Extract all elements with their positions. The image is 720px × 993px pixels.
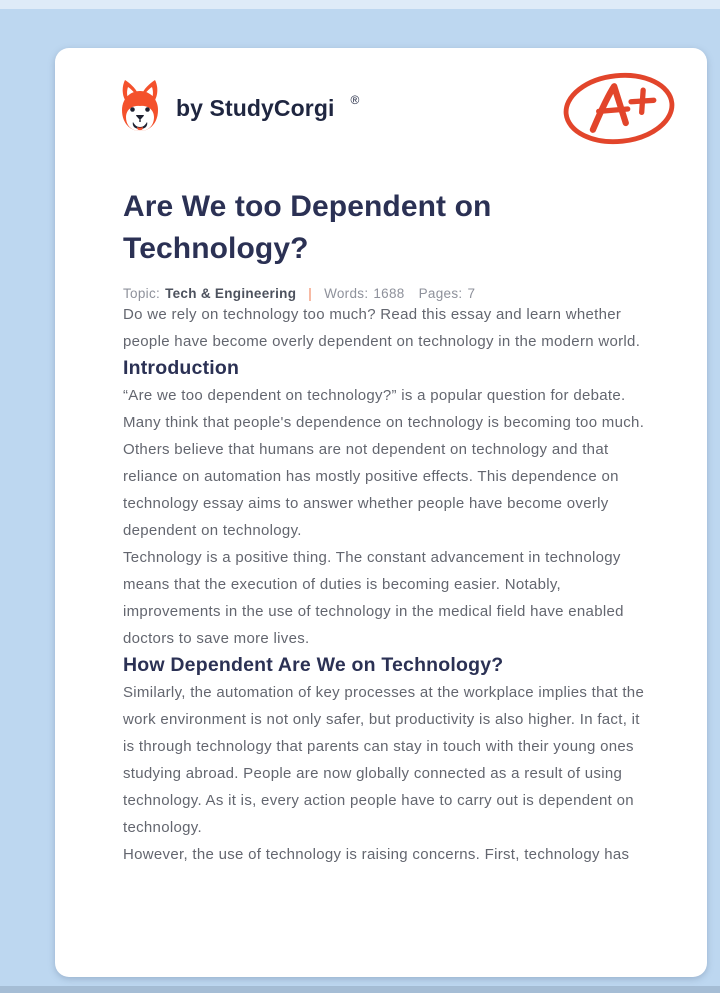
essay-page-card bbox=[55, 48, 707, 977]
pages-label: Pages: bbox=[418, 286, 463, 301]
topic-label: Topic: bbox=[123, 286, 161, 301]
studycorgi-logo[interactable] bbox=[117, 78, 359, 138]
meta-separator: | bbox=[308, 286, 313, 301]
topic-value: Tech & Engineering bbox=[165, 286, 297, 301]
paragraph: Technology is a positive thing. The constant advancement in technology means that the execution of duties is becoming easier. Notably, improvements in the use of technology in the medical field have enabled doctors to save more lives. bbox=[123, 549, 624, 647]
paragraph: “Are we too dependent on technology?” is a popular question for debate. Many think that people's dependence on technology is becoming too much. Others believe that humans are not dependent on technology and that reliance on automation has mostly positive effects. This dependence on technology essay aims to answer whether people have become overly dependent on technology. bbox=[123, 387, 645, 539]
corgi-mascot-icon bbox=[117, 78, 163, 138]
section-heading-introduction: Introduction bbox=[123, 357, 240, 379]
top-edge-highlight bbox=[0, 0, 720, 9]
essay-meta bbox=[123, 286, 650, 301]
pages-value: 7 bbox=[467, 286, 476, 301]
bottom-edge-shadow bbox=[0, 986, 720, 993]
lead-paragraph: Do we rely on technology too much? Read this essay and learn whether people have become overly dependent on technology in the modern world. bbox=[123, 306, 641, 350]
brand-text: by StudyCorgi bbox=[176, 94, 335, 121]
words-label: Words: bbox=[324, 286, 369, 301]
registered-trademark: ® bbox=[350, 93, 360, 107]
paragraph-truncated: However, the use of technology is raising concerns. First, technology has bbox=[123, 846, 630, 863]
words-value: 1688 bbox=[373, 286, 405, 301]
section-heading-how-dependent: How Dependent Are We on Technology? bbox=[123, 654, 504, 676]
paragraph: Similarly, the automation of key processes at the workplace implies that the work environment is not only safer, but productivity is also higher. In fact, it is through technology that parents can stay in touch with their young ones studying abroad. People are now globally connected as a result of using technology. As it is, every action people have to carry out is dependent on technology. bbox=[123, 684, 645, 836]
a-plus-stamp-icon bbox=[560, 66, 678, 151]
page-header bbox=[123, 66, 650, 150]
essay-title: Are We too Dependent on Technology? bbox=[123, 190, 492, 265]
